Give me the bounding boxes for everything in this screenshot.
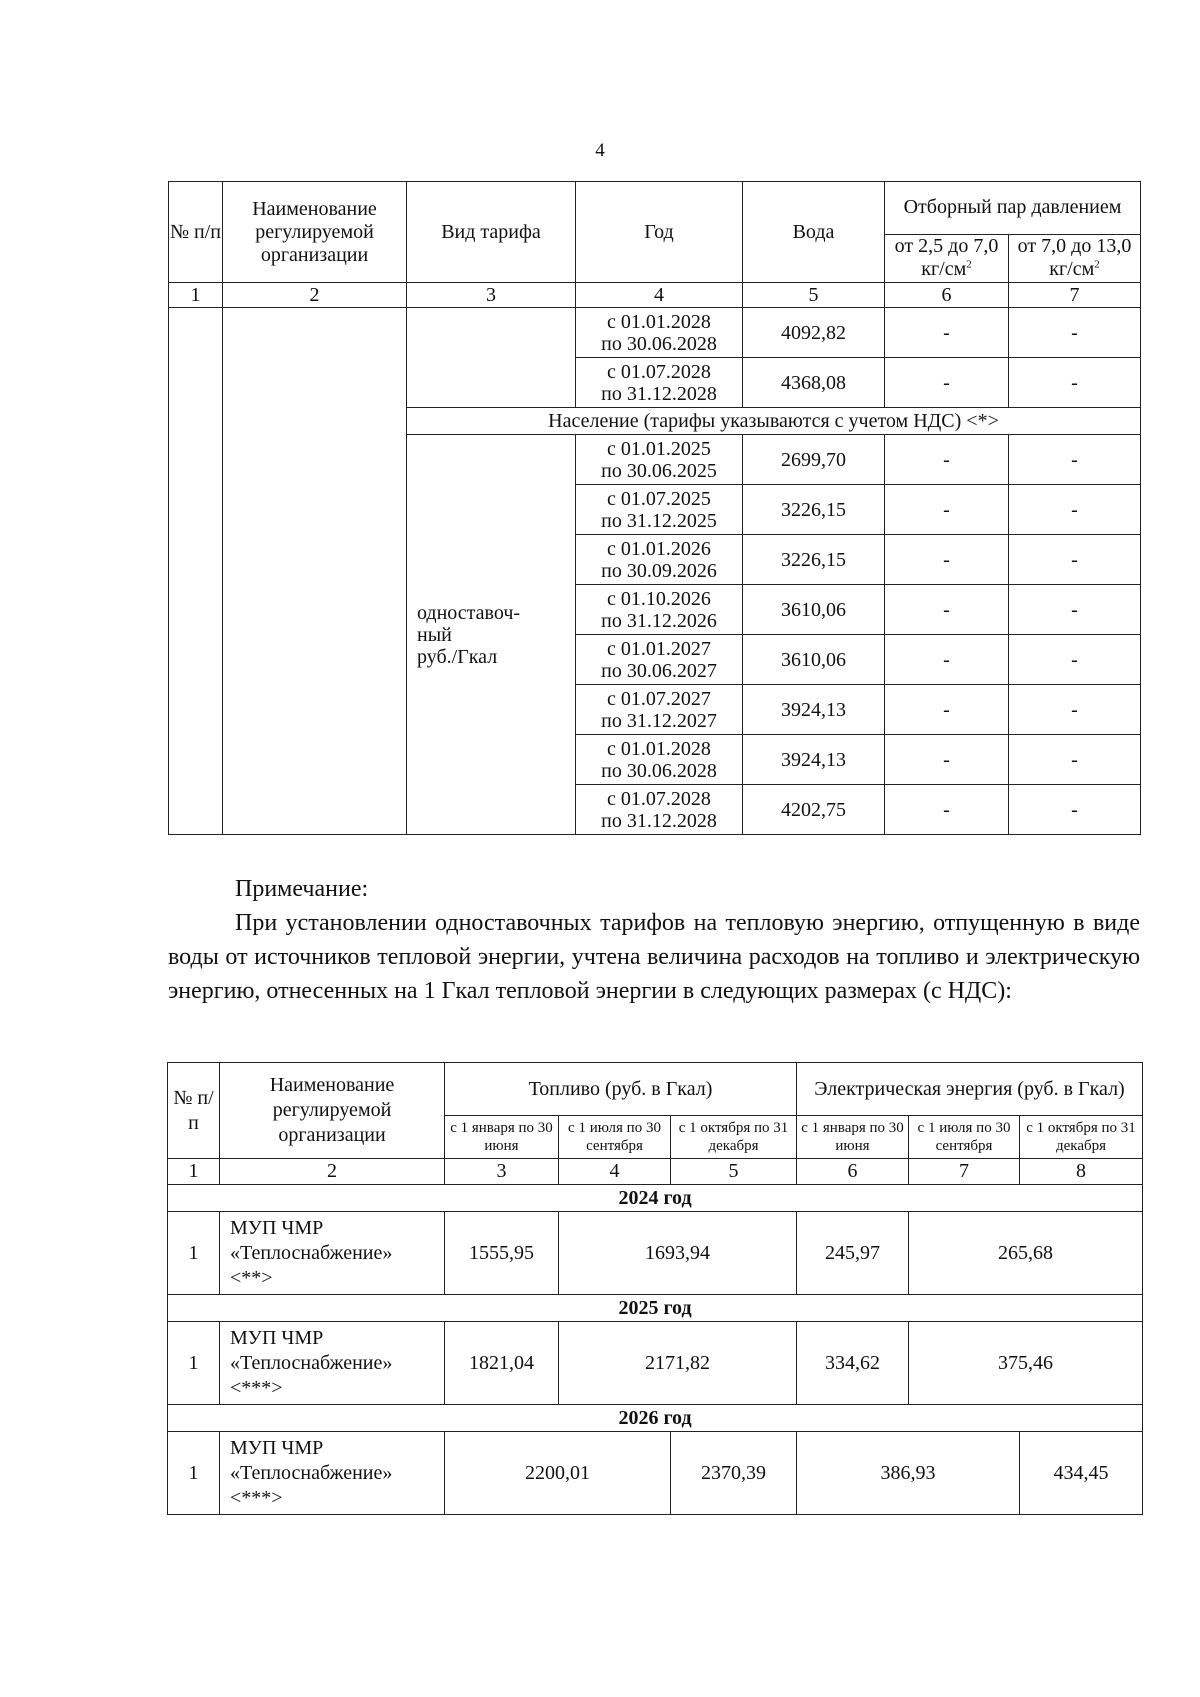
org-name: МУП ЧМР «Теплоснабжение» <***> xyxy=(220,1432,445,1515)
note-block xyxy=(168,872,1140,1008)
electric-value: 334,62 xyxy=(797,1322,909,1405)
header-period-1: с 1 января по 30 июня xyxy=(797,1116,909,1159)
steam-low-value: - xyxy=(885,535,1009,585)
steam-high-value: - xyxy=(1009,358,1141,408)
col-num: 6 xyxy=(885,283,1009,308)
period-cell: с 01.07.2028 по 31.12.2028 xyxy=(576,785,743,835)
row-num: 1 xyxy=(168,1212,220,1295)
col-num: 1 xyxy=(169,283,223,308)
period-cell: с 01.01.2027 по 30.06.2027 xyxy=(576,635,743,685)
year-label: 2026 год xyxy=(168,1405,1143,1432)
steam-low-value: - xyxy=(885,735,1009,785)
col-num: 3 xyxy=(445,1159,559,1185)
year-label: 2025 год xyxy=(168,1295,1143,1322)
col-num: 6 xyxy=(797,1159,909,1185)
fuel-value: 1821,04 xyxy=(445,1322,559,1405)
table-row xyxy=(168,1212,1143,1295)
tariff-type: одноставоч- ный руб./Гкал xyxy=(407,435,576,835)
header-water: Вода xyxy=(743,182,885,283)
period-cell: с 01.01.2026 по 30.09.2026 xyxy=(576,535,743,585)
year-label: 2024 год xyxy=(168,1185,1143,1212)
steam-low-value: - xyxy=(885,358,1009,408)
col-num: 3 xyxy=(407,283,576,308)
water-value: 4092,82 xyxy=(743,308,885,358)
note-title: Примечание: xyxy=(235,876,369,902)
period-cell: с 01.01.2028 по 30.06.2028 xyxy=(576,735,743,785)
column-number-row xyxy=(169,283,1141,308)
steam-high-value: - xyxy=(1009,485,1141,535)
steam-high-value: - xyxy=(1009,435,1141,485)
fuel-value: 1555,95 xyxy=(445,1212,559,1295)
header-period-3: с 1 октября по 31 декабря xyxy=(1020,1116,1143,1159)
header-period-1: с 1 января по 30 июня xyxy=(445,1116,559,1159)
tariff-table xyxy=(168,181,1141,835)
period-cell: с 01.01.2028 по 30.06.2028 xyxy=(576,308,743,358)
electric-value: 386,93 xyxy=(797,1432,1020,1515)
period-cell: с 01.07.2028 по 31.12.2028 xyxy=(576,358,743,408)
water-value: 2699,70 xyxy=(743,435,885,485)
steam-high-value: - xyxy=(1009,735,1141,785)
period-cell: с 01.10.2026 по 31.12.2026 xyxy=(576,585,743,635)
col-num: 7 xyxy=(909,1159,1020,1185)
org-name: МУП ЧМР «Теплоснабжение» <***> xyxy=(220,1322,445,1405)
steam-low-value: - xyxy=(885,685,1009,735)
steam-low-value: - xyxy=(885,585,1009,635)
water-value: 3924,13 xyxy=(743,685,885,735)
header-num: № п/п xyxy=(168,1063,220,1159)
org-name: МУП ЧМР «Теплоснабжение» <**> xyxy=(220,1212,445,1295)
row-num: 1 xyxy=(168,1432,220,1515)
steam-high-value: - xyxy=(1009,785,1141,835)
header-electric: Электрическая энергия (руб. в Гкал) xyxy=(797,1063,1143,1116)
col-num: 2 xyxy=(220,1159,445,1185)
col-num: 1 xyxy=(168,1159,220,1185)
header-org: Наименование регулируемой организации xyxy=(223,182,407,283)
header-year: Год xyxy=(576,182,743,283)
population-label: Население (тарифы указываются с учетом НДС) <*> xyxy=(407,408,1141,435)
col-num: 8 xyxy=(1020,1159,1143,1185)
year-row xyxy=(168,1295,1143,1322)
water-value: 3226,15 xyxy=(743,485,885,535)
steam-low-value: - xyxy=(885,308,1009,358)
header-steam-high: от 7,0 до 13,0 $кг/см^2$ xyxy=(1009,234,1141,282)
col-num: 5 xyxy=(743,283,885,308)
water-value: 3610,06 xyxy=(743,635,885,685)
table-header-row xyxy=(168,1063,1143,1116)
steam-high-value: - xyxy=(1009,585,1141,635)
water-value: 3924,13 xyxy=(743,735,885,785)
header-fuel: Топливо (руб. в Гкал) xyxy=(445,1063,797,1116)
col-num: 5 xyxy=(671,1159,797,1185)
header-org: Наименование регулируемой организации xyxy=(220,1063,445,1159)
water-value: 3226,15 xyxy=(743,535,885,585)
col-num: 4 xyxy=(559,1159,671,1185)
header-period-2: с 1 июля по 30 сентября xyxy=(559,1116,671,1159)
period-cell: с 01.01.2025 по 30.06.2025 xyxy=(576,435,743,485)
note-text: При установлении одноставочных тарифов на тепловую энергию, отпущенную в виде воды от источников тепловой энергии, учтена величина расходов на топливо и электрическую энергию, отнесенных на 1 Гкал тепловой энергии в следующих размерах (с НДС): xyxy=(168,910,1140,1004)
steam-high-value: - xyxy=(1009,308,1141,358)
table-row xyxy=(169,308,1141,358)
table-header-row xyxy=(169,182,1141,235)
table-row xyxy=(168,1322,1143,1405)
period-cell: с 01.07.2027 по 31.12.2027 xyxy=(576,685,743,735)
fuel-value: 2370,39 xyxy=(671,1432,797,1515)
electric-value: 375,46 xyxy=(909,1322,1143,1405)
electric-value: 245,97 xyxy=(797,1212,909,1295)
col-num: 7 xyxy=(1009,283,1141,308)
cell-org-empty xyxy=(223,308,407,835)
electric-value: 434,45 xyxy=(1020,1432,1143,1515)
cell-tariff-empty xyxy=(407,308,576,408)
header-period-2: с 1 июля по 30 сентября xyxy=(909,1116,1020,1159)
fuel-electric-table xyxy=(167,1062,1143,1515)
steam-high-value: - xyxy=(1009,535,1141,585)
fuel-value: 2200,01 xyxy=(445,1432,671,1515)
cell-num-empty xyxy=(169,308,223,835)
steam-high-value: - xyxy=(1009,635,1141,685)
header-period-3: с 1 октября по 31 декабря xyxy=(671,1116,797,1159)
col-num: 4 xyxy=(576,283,743,308)
steam-low-value: - xyxy=(885,785,1009,835)
header-num: № п/п xyxy=(169,182,223,283)
header-tariff: Вид тарифа xyxy=(407,182,576,283)
steam-low-value: - xyxy=(885,435,1009,485)
water-value: 4202,75 xyxy=(743,785,885,835)
period-cell: с 01.07.2025 по 31.12.2025 xyxy=(576,485,743,535)
column-number-row xyxy=(168,1159,1143,1185)
water-value: 4368,08 xyxy=(743,358,885,408)
steam-low-value: - xyxy=(885,485,1009,535)
steam-low-value: - xyxy=(885,635,1009,685)
header-steam-low: от 2,5 до 7,0 $кг/см^2$ xyxy=(885,234,1009,282)
col-num: 2 xyxy=(223,283,407,308)
fuel-value: 1693,94 xyxy=(559,1212,797,1295)
water-value: 3610,06 xyxy=(743,585,885,635)
year-row xyxy=(168,1185,1143,1212)
page-number: 4 xyxy=(595,140,605,161)
electric-value: 265,68 xyxy=(909,1212,1143,1295)
fuel-value: 2171,82 xyxy=(559,1322,797,1405)
header-steam: Отборный пар давлением xyxy=(885,182,1141,235)
table-row xyxy=(168,1432,1143,1515)
row-num: 1 xyxy=(168,1322,220,1405)
year-row xyxy=(168,1405,1143,1432)
steam-high-value: - xyxy=(1009,685,1141,735)
